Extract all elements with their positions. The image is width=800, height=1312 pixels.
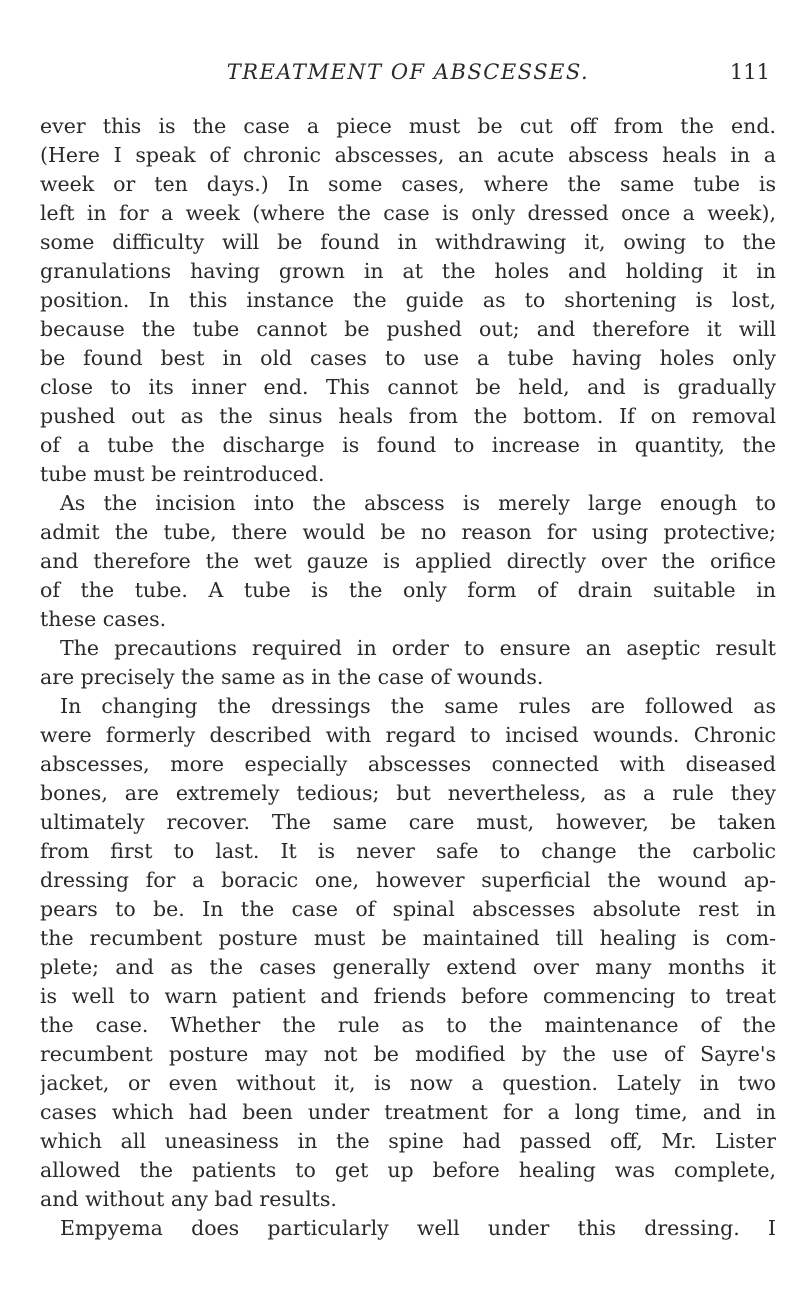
text-line: of the tube. A tube is the only form of drain suitable in bbox=[40, 578, 776, 602]
page-number: 111 bbox=[729, 60, 770, 84]
text-line: recumbent posture may not be modified by the use of Sayre's bbox=[40, 1042, 776, 1066]
text-line: the case. Whether the rule as to the maintenance of the bbox=[40, 1013, 776, 1037]
text-line: As the incision into the abscess is merely large enough to bbox=[60, 491, 776, 515]
text-line: position. In this instance the guide as to shortening is lost, bbox=[40, 288, 776, 312]
text-line: close to its inner end. This cannot be held, and is gradually bbox=[40, 375, 776, 399]
text-line: dressing for a boracic one, however superficial the wound ap- bbox=[40, 868, 776, 892]
text-line: bones, are extremely tedious; but nevertheless, as a rule they bbox=[40, 781, 776, 805]
text-line: cases which had been under treatment for a long time, and in bbox=[40, 1100, 776, 1124]
text-line: be found best in old cases to use a tube having holes only bbox=[40, 346, 776, 370]
text-line: of a tube the discharge is found to increase in quantity, the bbox=[40, 433, 776, 457]
book-page bbox=[40, 0, 776, 1312]
text-line: tube must be reintroduced. bbox=[40, 462, 325, 486]
text-line: week or ten days.) In some cases, where the same tube is bbox=[40, 172, 776, 196]
text-line: is well to warn patient and friends before commencing to treat bbox=[40, 984, 776, 1008]
text-line: pushed out as the sinus heals from the bottom. If on removal bbox=[40, 404, 776, 428]
text-line: allowed the patients to get up before healing was complete, bbox=[40, 1158, 776, 1182]
text-line: and without any bad results. bbox=[40, 1187, 337, 1211]
text-line: ultimately recover. The same care must, however, be taken bbox=[40, 810, 776, 834]
text-line: (Here I speak of chronic abscesses, an acute abscess heals in a bbox=[40, 143, 776, 167]
text-line: from first to last. It is never safe to change the carbolic bbox=[40, 839, 776, 863]
text-line: because the tube cannot be pushed out; and therefore it will bbox=[40, 317, 776, 341]
running-title: TREATMENT OF ABSCESSES. bbox=[226, 60, 590, 84]
text-line: some difficulty will be found in withdrawing it, owing to the bbox=[40, 230, 776, 254]
text-line: pears to be. In the case of spinal abscesses absolute rest in bbox=[40, 897, 776, 921]
text-line: which all uneasiness in the spine had passed off, Mr. Lister bbox=[40, 1129, 776, 1153]
text-line: were formerly described with regard to incised wounds. Chronic bbox=[40, 723, 776, 747]
text-line: The precautions required in order to ensure an aseptic result bbox=[60, 636, 776, 660]
text-line: left in for a week (where the case is only dressed once a week), bbox=[40, 201, 776, 225]
text-line: jacket, or even without it, is now a question. Lately in two bbox=[40, 1071, 776, 1095]
text-line: granulations having grown in at the holes and holding it in bbox=[40, 259, 776, 283]
text-line: these cases. bbox=[40, 607, 167, 631]
text-line: In changing the dressings the same rules are followed as bbox=[60, 694, 776, 718]
body-text bbox=[40, 112, 776, 1243]
text-line: admit the tube, there would be no reason for using protective; bbox=[40, 520, 776, 544]
text-line: Empyema does particularly well under this dressing. I bbox=[60, 1216, 776, 1240]
text-line: the recumbent posture must be maintained till healing is com- bbox=[40, 926, 776, 950]
text-line: are precisely the same as in the case of wounds. bbox=[40, 665, 544, 689]
text-line: abscesses, more especially abscesses connected with diseased bbox=[40, 752, 776, 776]
text-line: plete; and as the cases generally extend over many months it bbox=[40, 955, 776, 979]
running-head bbox=[40, 48, 776, 84]
text-line: and therefore the wet gauze is applied directly over the orifice bbox=[40, 549, 776, 573]
text-line: ever this is the case a piece must be cut off from the end. bbox=[40, 114, 776, 138]
